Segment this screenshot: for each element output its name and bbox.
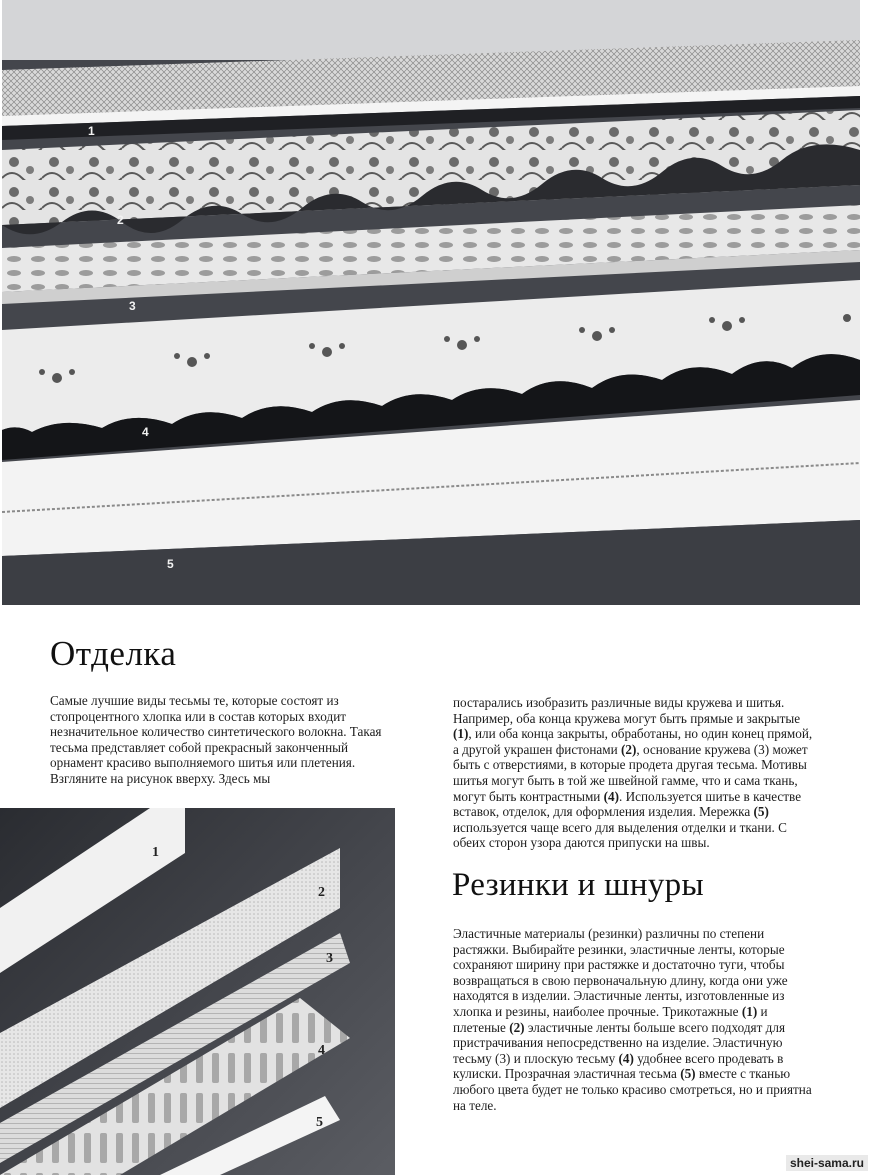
- figure-label-4: 4: [142, 425, 149, 439]
- figure-label-5: 5: [167, 557, 174, 571]
- lace-trim-photo: [2, 0, 860, 605]
- figure-label-2: 2: [117, 213, 124, 227]
- section-title-trim: Отделка: [50, 634, 177, 673]
- section-title-elastic: Резинки и шнуры: [452, 867, 704, 903]
- site-watermark[interactable]: shei-sama.ru: [786, 1155, 868, 1171]
- elastic-paragraph: Эластичные материалы (резинки) различны по степени растяжки. Выбирайте резинки, эластичные ленты, которые сохраняют ширину при растяжке и достаточно туги, чтобы возвращаться в свою первоначальную длину, когда они уже находятся в изделии. Эластичные ленты, изготовленные из хлопка и резины, наиболее прочные. Трикотажные (1) и плетеные (2) эластичные ленты больше всего подходят для пристрачивания непосредственно на изделие. Эластичную тесьму (3) и плоскую тесьму (4) удобнее всего продевать в кулиски. Прозрачная эластичная тесьма (5) вместе с тканью любого цвета будет не только красиво смотреться, но и приятна на теле.: [453, 926, 812, 1113]
- trim-paragraph-1: Самые лучшие виды тесьмы те, которые состоят из стопроцентного хлопка или в состав которых входит незначительное количество синтетического волокна. Такая тесьма представляет собой прекрасный законченный орнамент красиво выполняемого шитья или плетения. Взгляните на рисунок вверху. Здесь мы: [50, 693, 382, 786]
- elastic-label-2: 2: [318, 885, 325, 900]
- elastic-bands-illustration: [0, 808, 395, 1175]
- elastic-label-5: 5: [316, 1115, 323, 1130]
- elastic-label-4: 4: [318, 1043, 325, 1058]
- trim-paragraph-2: постарались изобразить различные виды кружева и шитья. Например, оба конца кружева могут быть прямые и закрытые (1), или оба конца закрыты, обработаны, но один конец прямой, а другой украшен фистонами (2), основание кружева (3) может быть с отверстиями, в которые продета другая тесьма. Мотивы шитья могут быть в той же швейной гамме, что и сама ткань, могут быть контрастными (4). Используется шитье в качестве вставок, отделок, для оформления изделия. Мережка (5) используется чаще всего для выделения отделки и ткани. С обеих сторон узора даются припуски на швы.: [453, 695, 813, 851]
- lace-trim-illustration: [2, 0, 860, 605]
- elastic-label-3: 3: [326, 951, 333, 966]
- elastic-label-1: 1: [152, 845, 159, 860]
- elastic-bands-photo: [0, 808, 395, 1175]
- figure-label-1: 1: [88, 124, 95, 138]
- figure-label-3: 3: [129, 299, 136, 313]
